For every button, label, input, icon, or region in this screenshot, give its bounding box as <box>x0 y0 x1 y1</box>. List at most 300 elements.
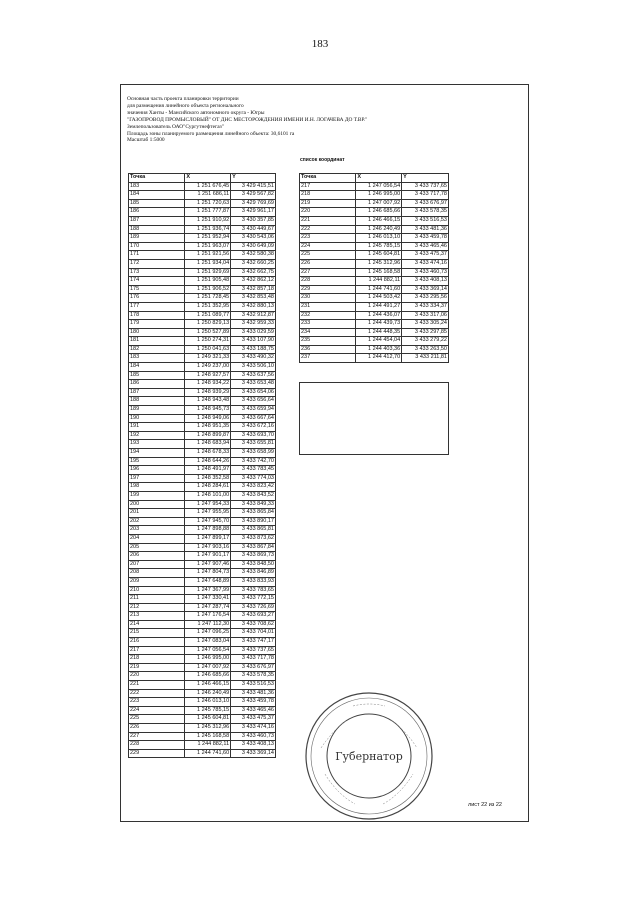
table-row <box>129 285 276 294</box>
point-cell: 219 <box>129 663 185 672</box>
point-cell: 178 <box>129 311 185 320</box>
point-cell: 199 <box>129 491 185 500</box>
point-cell: 228 <box>129 741 185 750</box>
x-cell: 1 248 945,73 <box>185 406 231 415</box>
y-cell: 3 433 408,13 <box>402 277 449 286</box>
x-cell: 1 248 899,87 <box>185 431 231 440</box>
point-cell: 228 <box>300 277 356 286</box>
point-cell: 211 <box>129 595 185 604</box>
x-cell: 1 244 448,35 <box>356 328 402 337</box>
x-cell: 1 251 929,69 <box>185 268 231 277</box>
y-cell: 3 433 783,65 <box>231 586 276 595</box>
x-cell: 1 247 899,17 <box>185 534 231 543</box>
y-cell: 3 433 578,35 <box>402 208 449 217</box>
y-cell: 3 429 567,82 <box>231 191 276 200</box>
y-cell: 3 433 659,94 <box>231 406 276 415</box>
table-row <box>300 259 449 268</box>
point-cell: 229 <box>129 749 185 758</box>
point-cell: 183 <box>129 354 185 363</box>
x-cell: 1 251 686,11 <box>185 191 231 200</box>
table-row <box>129 500 276 509</box>
point-cell: 227 <box>300 268 356 277</box>
x-cell: 1 244 403,36 <box>356 345 402 354</box>
point-cell: 226 <box>300 259 356 268</box>
point-cell: 175 <box>129 285 185 294</box>
table-body-left <box>129 182 276 758</box>
y-cell: 3 433 873,62 <box>231 534 276 543</box>
point-cell: 183 <box>129 182 185 191</box>
y-cell: 3 433 656,64 <box>231 397 276 406</box>
x-cell: 1 247 112,30 <box>185 620 231 629</box>
table-row <box>129 732 276 741</box>
point-cell: 200 <box>129 500 185 509</box>
x-cell: 1 247 907,46 <box>185 560 231 569</box>
table-row <box>129 603 276 612</box>
y-cell: 3 429 415,51 <box>231 182 276 191</box>
y-cell: 3 433 843,52 <box>231 491 276 500</box>
table-row <box>129 251 276 260</box>
point-cell: 203 <box>129 526 185 535</box>
x-cell: 1 247 954,33 <box>185 500 231 509</box>
point-cell: 188 <box>129 397 185 406</box>
y-cell: 3 433 676,97 <box>231 663 276 672</box>
point-cell: 171 <box>129 251 185 260</box>
y-cell: 3 432 580,38 <box>231 251 276 260</box>
table-row <box>129 302 276 311</box>
point-cell: 229 <box>300 285 356 294</box>
x-cell: 1 246 013,10 <box>185 698 231 707</box>
table-row <box>129 534 276 543</box>
point-cell: 206 <box>129 552 185 561</box>
table-header-row <box>129 174 276 183</box>
point-cell: 196 <box>129 466 185 475</box>
x-cell: 1 247 901,17 <box>185 552 231 561</box>
y-cell: 3 433 653,48 <box>231 380 276 389</box>
y-cell: 3 433 188,75 <box>231 345 276 354</box>
x-cell: 1 245 312,96 <box>356 259 402 268</box>
y-cell: 3 433 846,89 <box>231 569 276 578</box>
x-cell: 1 251 910,92 <box>185 216 231 225</box>
x-cell: 1 246 995,00 <box>185 655 231 664</box>
point-cell: 231 <box>300 302 356 311</box>
point-cell: 214 <box>129 620 185 629</box>
y-cell: 3 433 849,33 <box>231 500 276 509</box>
point-cell: 216 <box>129 638 185 647</box>
point-cell: 222 <box>300 225 356 234</box>
table-row <box>300 277 449 286</box>
x-cell: 1 244 882,11 <box>356 277 402 286</box>
table-row <box>129 457 276 466</box>
point-cell: 192 <box>129 431 185 440</box>
y-cell: 3 433 516,53 <box>402 216 449 225</box>
y-cell: 3 433 704,01 <box>231 629 276 638</box>
point-cell: 205 <box>129 543 185 552</box>
x-cell: 1 247 096,25 <box>185 629 231 638</box>
y-cell: 3 433 211,81 <box>402 354 449 363</box>
table-row <box>129 234 276 243</box>
y-cell: 3 432 660,25 <box>231 259 276 268</box>
y-cell: 3 432 862,12 <box>231 277 276 286</box>
x-cell: 1 250 527,89 <box>185 328 231 337</box>
y-cell: 3 433 867,84 <box>231 543 276 552</box>
point-cell: 233 <box>300 320 356 329</box>
x-cell: 1 248 943,48 <box>185 397 231 406</box>
table-row <box>300 199 449 208</box>
x-cell: 1 251 906,52 <box>185 285 231 294</box>
table-row <box>300 216 449 225</box>
table-row <box>129 741 276 750</box>
x-cell: 1 251 905,48 <box>185 277 231 286</box>
x-cell: 1 244 454,04 <box>356 337 402 346</box>
x-cell: 1 247 007,92 <box>356 199 402 208</box>
table-row <box>129 569 276 578</box>
x-cell: 1 245 168,58 <box>185 732 231 741</box>
y-cell: 3 432 912,87 <box>231 311 276 320</box>
y-cell: 3 433 369,14 <box>402 285 449 294</box>
x-cell: 1 251 936,74 <box>185 225 231 234</box>
x-cell: 1 245 168,58 <box>356 268 402 277</box>
column-header-y: Y <box>402 174 449 183</box>
y-cell: 3 433 459,78 <box>231 698 276 707</box>
x-cell: 1 248 939,29 <box>185 388 231 397</box>
y-cell: 3 432 857,18 <box>231 285 276 294</box>
x-cell: 1 251 963,07 <box>185 242 231 251</box>
y-cell: 3 430 543,06 <box>231 234 276 243</box>
point-cell: 189 <box>129 406 185 415</box>
x-cell: 1 245 604,81 <box>185 715 231 724</box>
point-cell: 201 <box>129 509 185 518</box>
x-cell: 1 248 951,35 <box>185 423 231 432</box>
table-row <box>129 414 276 423</box>
point-cell: 185 <box>129 199 185 208</box>
y-cell: 3 433 676,97 <box>402 199 449 208</box>
table-row <box>129 311 276 320</box>
y-cell: 3 433 717,78 <box>402 191 449 200</box>
table-row <box>129 337 276 346</box>
x-cell: 1 248 683,94 <box>185 440 231 449</box>
y-cell: 3 433 334,37 <box>402 302 449 311</box>
table-row <box>129 320 276 329</box>
y-cell: 3 433 474,16 <box>231 724 276 733</box>
point-cell: 218 <box>129 655 185 664</box>
point-cell: 207 <box>129 560 185 569</box>
point-cell: 218 <box>300 191 356 200</box>
y-cell: 3 433 465,46 <box>231 706 276 715</box>
y-cell: 3 433 369,14 <box>231 749 276 758</box>
table-row <box>300 225 449 234</box>
x-cell: 1 246 013,10 <box>356 234 402 243</box>
table-row <box>129 431 276 440</box>
y-cell: 3 433 848,50 <box>231 560 276 569</box>
header-line: для размещения линейного объекта регионального <box>127 102 244 109</box>
point-cell: 234 <box>300 328 356 337</box>
y-cell: 3 433 305,24 <box>402 320 449 329</box>
y-cell: 3 433 726,69 <box>231 603 276 612</box>
y-cell: 3 433 295,56 <box>402 294 449 303</box>
empty-table-area <box>299 382 449 455</box>
table-row <box>300 311 449 320</box>
table-row <box>300 328 449 337</box>
point-cell: 219 <box>300 199 356 208</box>
x-cell: 1 248 352,58 <box>185 474 231 483</box>
x-cell: 1 251 089,77 <box>185 311 231 320</box>
y-cell: 3 433 578,35 <box>231 672 276 681</box>
table-row <box>129 620 276 629</box>
point-cell: 223 <box>300 234 356 243</box>
document-header <box>127 96 457 144</box>
y-cell: 3 433 481,36 <box>402 225 449 234</box>
y-cell: 3 433 865,81 <box>231 526 276 535</box>
table-row <box>129 577 276 586</box>
y-cell: 3 433 693,27 <box>231 612 276 621</box>
x-cell: 1 250 829,13 <box>185 320 231 329</box>
y-cell: 3 433 654,06 <box>231 388 276 397</box>
y-cell: 3 433 297,85 <box>402 328 449 337</box>
table-row <box>129 208 276 217</box>
y-cell: 3 433 317,06 <box>402 311 449 320</box>
x-cell: 1 247 330,41 <box>185 595 231 604</box>
x-cell: 1 247 945,70 <box>185 517 231 526</box>
table-row <box>129 225 276 234</box>
x-cell: 1 251 728,45 <box>185 294 231 303</box>
table-row <box>129 216 276 225</box>
x-cell: 1 249 237,00 <box>185 363 231 372</box>
table-row <box>129 586 276 595</box>
y-cell: 3 429 961,17 <box>231 208 276 217</box>
point-cell: 232 <box>300 311 356 320</box>
y-cell: 3 433 474,16 <box>402 259 449 268</box>
y-cell: 3 433 459,78 <box>402 234 449 243</box>
sheet-number-label: лист 22 из 22 <box>468 802 502 808</box>
x-cell: 1 251 720,63 <box>185 199 231 208</box>
table-row <box>300 294 449 303</box>
y-cell: 3 433 747,17 <box>231 638 276 647</box>
point-cell: 208 <box>129 569 185 578</box>
point-cell: 224 <box>300 242 356 251</box>
y-cell: 3 430 357,85 <box>231 216 276 225</box>
x-cell: 1 248 284,61 <box>185 483 231 492</box>
x-cell: 1 248 934,22 <box>185 380 231 389</box>
x-cell: 1 246 240,49 <box>185 689 231 698</box>
table-row <box>129 182 276 191</box>
y-cell: 3 433 506,10 <box>231 363 276 372</box>
y-cell: 3 433 783,45 <box>231 466 276 475</box>
table-row <box>129 466 276 475</box>
point-cell: 187 <box>129 388 185 397</box>
table-row <box>300 285 449 294</box>
point-cell: 226 <box>129 724 185 733</box>
x-cell: 1 251 934,04 <box>185 259 231 268</box>
table-row <box>300 191 449 200</box>
x-cell: 1 244 741,60 <box>185 749 231 758</box>
point-cell: 170 <box>129 242 185 251</box>
table-row <box>129 388 276 397</box>
point-cell: 202 <box>129 517 185 526</box>
y-cell: 3 433 672,16 <box>231 423 276 432</box>
table-row <box>300 354 449 363</box>
x-cell: 1 244 412,70 <box>356 354 402 363</box>
table-row <box>300 345 449 354</box>
table-row <box>129 491 276 500</box>
x-cell: 1 247 287,74 <box>185 603 231 612</box>
x-cell: 1 246 685,66 <box>185 672 231 681</box>
point-cell: 217 <box>300 182 356 191</box>
x-cell: 1 247 367,99 <box>185 586 231 595</box>
table-row <box>129 681 276 690</box>
point-cell: 235 <box>300 337 356 346</box>
y-cell: 3 433 774,03 <box>231 474 276 483</box>
table-row <box>129 612 276 621</box>
table-row <box>129 526 276 535</box>
y-cell: 3 433 890,17 <box>231 517 276 526</box>
y-cell: 3 432 662,75 <box>231 268 276 277</box>
y-cell: 3 429 769,69 <box>231 199 276 208</box>
table-row <box>129 259 276 268</box>
point-cell: 172 <box>129 259 185 268</box>
table-row <box>300 251 449 260</box>
table-row <box>300 337 449 346</box>
point-cell: 186 <box>129 380 185 389</box>
point-cell: 213 <box>129 612 185 621</box>
x-cell: 1 251 676,45 <box>185 182 231 191</box>
table-row <box>129 663 276 672</box>
x-cell: 1 249 321,33 <box>185 354 231 363</box>
column-header-point: Точка <box>129 174 185 183</box>
point-cell: 190 <box>129 414 185 423</box>
table-row <box>129 715 276 724</box>
y-cell: 3 430 649,09 <box>231 242 276 251</box>
column-header-x: X <box>356 174 402 183</box>
table-row <box>129 655 276 664</box>
point-cell: 221 <box>300 216 356 225</box>
table-row <box>129 595 276 604</box>
x-cell: 1 248 949,06 <box>185 414 231 423</box>
table-row <box>129 406 276 415</box>
x-cell: 1 246 240,49 <box>356 225 402 234</box>
column-header-y: Y <box>231 174 276 183</box>
point-cell: 225 <box>129 715 185 724</box>
point-cell: 189 <box>129 234 185 243</box>
x-cell: 1 247 176,54 <box>185 612 231 621</box>
page-number: 183 <box>311 38 329 50</box>
table-row <box>129 440 276 449</box>
point-cell: 198 <box>129 483 185 492</box>
header-line: значения Ханты - Мансийского автономного округа - Югры <box>127 109 265 116</box>
point-cell: 182 <box>129 345 185 354</box>
point-cell: 194 <box>129 449 185 458</box>
table-row <box>129 423 276 432</box>
y-cell: 3 433 658,99 <box>231 449 276 458</box>
table-row <box>300 320 449 329</box>
y-cell: 3 433 475,37 <box>402 251 449 260</box>
point-cell: 179 <box>129 320 185 329</box>
y-cell: 3 433 516,53 <box>231 681 276 690</box>
x-cell: 1 244 436,07 <box>356 311 402 320</box>
table-row <box>129 638 276 647</box>
x-cell: 1 247 007,92 <box>185 663 231 672</box>
x-cell: 1 244 882,11 <box>185 741 231 750</box>
point-cell: 181 <box>129 337 185 346</box>
y-cell: 3 433 737,65 <box>231 646 276 655</box>
table-row <box>129 749 276 758</box>
table-row <box>129 328 276 337</box>
x-cell: 1 244 439,73 <box>356 320 402 329</box>
y-cell: 3 433 865,84 <box>231 509 276 518</box>
x-cell: 1 248 678,33 <box>185 449 231 458</box>
x-cell: 1 248 644,26 <box>185 457 231 466</box>
y-cell: 3 433 772,15 <box>231 595 276 604</box>
table-row <box>300 242 449 251</box>
point-cell: 227 <box>129 732 185 741</box>
x-cell: 1 247 083,04 <box>185 638 231 647</box>
x-cell: 1 247 804,73 <box>185 569 231 578</box>
y-cell: 3 433 465,46 <box>402 242 449 251</box>
point-cell: 204 <box>129 534 185 543</box>
table-body-right <box>300 182 449 362</box>
y-cell: 3 433 693,70 <box>231 431 276 440</box>
x-cell: 1 245 785,15 <box>185 706 231 715</box>
x-cell: 1 245 312,96 <box>185 724 231 733</box>
y-cell: 3 433 408,13 <box>231 741 276 750</box>
point-cell: 215 <box>129 629 185 638</box>
x-cell: 1 244 741,60 <box>356 285 402 294</box>
point-cell: 225 <box>300 251 356 260</box>
point-cell: 187 <box>129 216 185 225</box>
y-cell: 3 432 880,13 <box>231 302 276 311</box>
coordinates-table-right <box>299 173 449 363</box>
point-cell: 173 <box>129 268 185 277</box>
table-row <box>129 191 276 200</box>
point-cell: 193 <box>129 440 185 449</box>
x-cell: 1 247 955,95 <box>185 509 231 518</box>
x-cell: 1 250 274,31 <box>185 337 231 346</box>
y-cell: 3 433 279,22 <box>402 337 449 346</box>
table-row <box>129 629 276 638</box>
y-cell: 3 432 853,48 <box>231 294 276 303</box>
table-row <box>129 646 276 655</box>
x-cell: 1 247 648,89 <box>185 577 231 586</box>
y-cell: 3 433 655,81 <box>231 440 276 449</box>
x-cell: 1 247 898,88 <box>185 526 231 535</box>
x-cell: 1 248 101,00 <box>185 491 231 500</box>
header-line: Землепользователь ОАО"Сургутнефтегаз" <box>127 123 224 130</box>
table-row <box>129 397 276 406</box>
x-cell: 1 251 777,87 <box>185 208 231 217</box>
x-cell: 1 251 352,95 <box>185 302 231 311</box>
table-row <box>300 208 449 217</box>
coordinates-table-left <box>128 173 276 758</box>
header-line: "ГАЗОПРОВОД ПРОМЫСЛОВЫЙ" ОТ ДНС МЕСТОРОЖДЕНИЯ ИМЕНИ И.Н. ЛОГАЧЕВА ДО Т.ВР." <box>127 116 368 123</box>
point-cell: 230 <box>300 294 356 303</box>
point-cell: 180 <box>129 328 185 337</box>
table-row <box>129 199 276 208</box>
y-cell: 3 433 481,36 <box>231 689 276 698</box>
x-cell: 1 245 604,81 <box>356 251 402 260</box>
point-cell: 224 <box>129 706 185 715</box>
x-cell: 1 245 785,15 <box>356 242 402 251</box>
x-cell: 1 250 041,63 <box>185 345 231 354</box>
point-cell: 185 <box>129 371 185 380</box>
y-cell: 3 433 823,42 <box>231 483 276 492</box>
table-row <box>129 371 276 380</box>
table-row <box>129 380 276 389</box>
table-header-row <box>300 174 449 183</box>
table-row <box>129 552 276 561</box>
table-row <box>300 182 449 191</box>
y-cell: 3 433 475,37 <box>231 715 276 724</box>
table-row <box>129 242 276 251</box>
point-cell: 220 <box>300 208 356 217</box>
